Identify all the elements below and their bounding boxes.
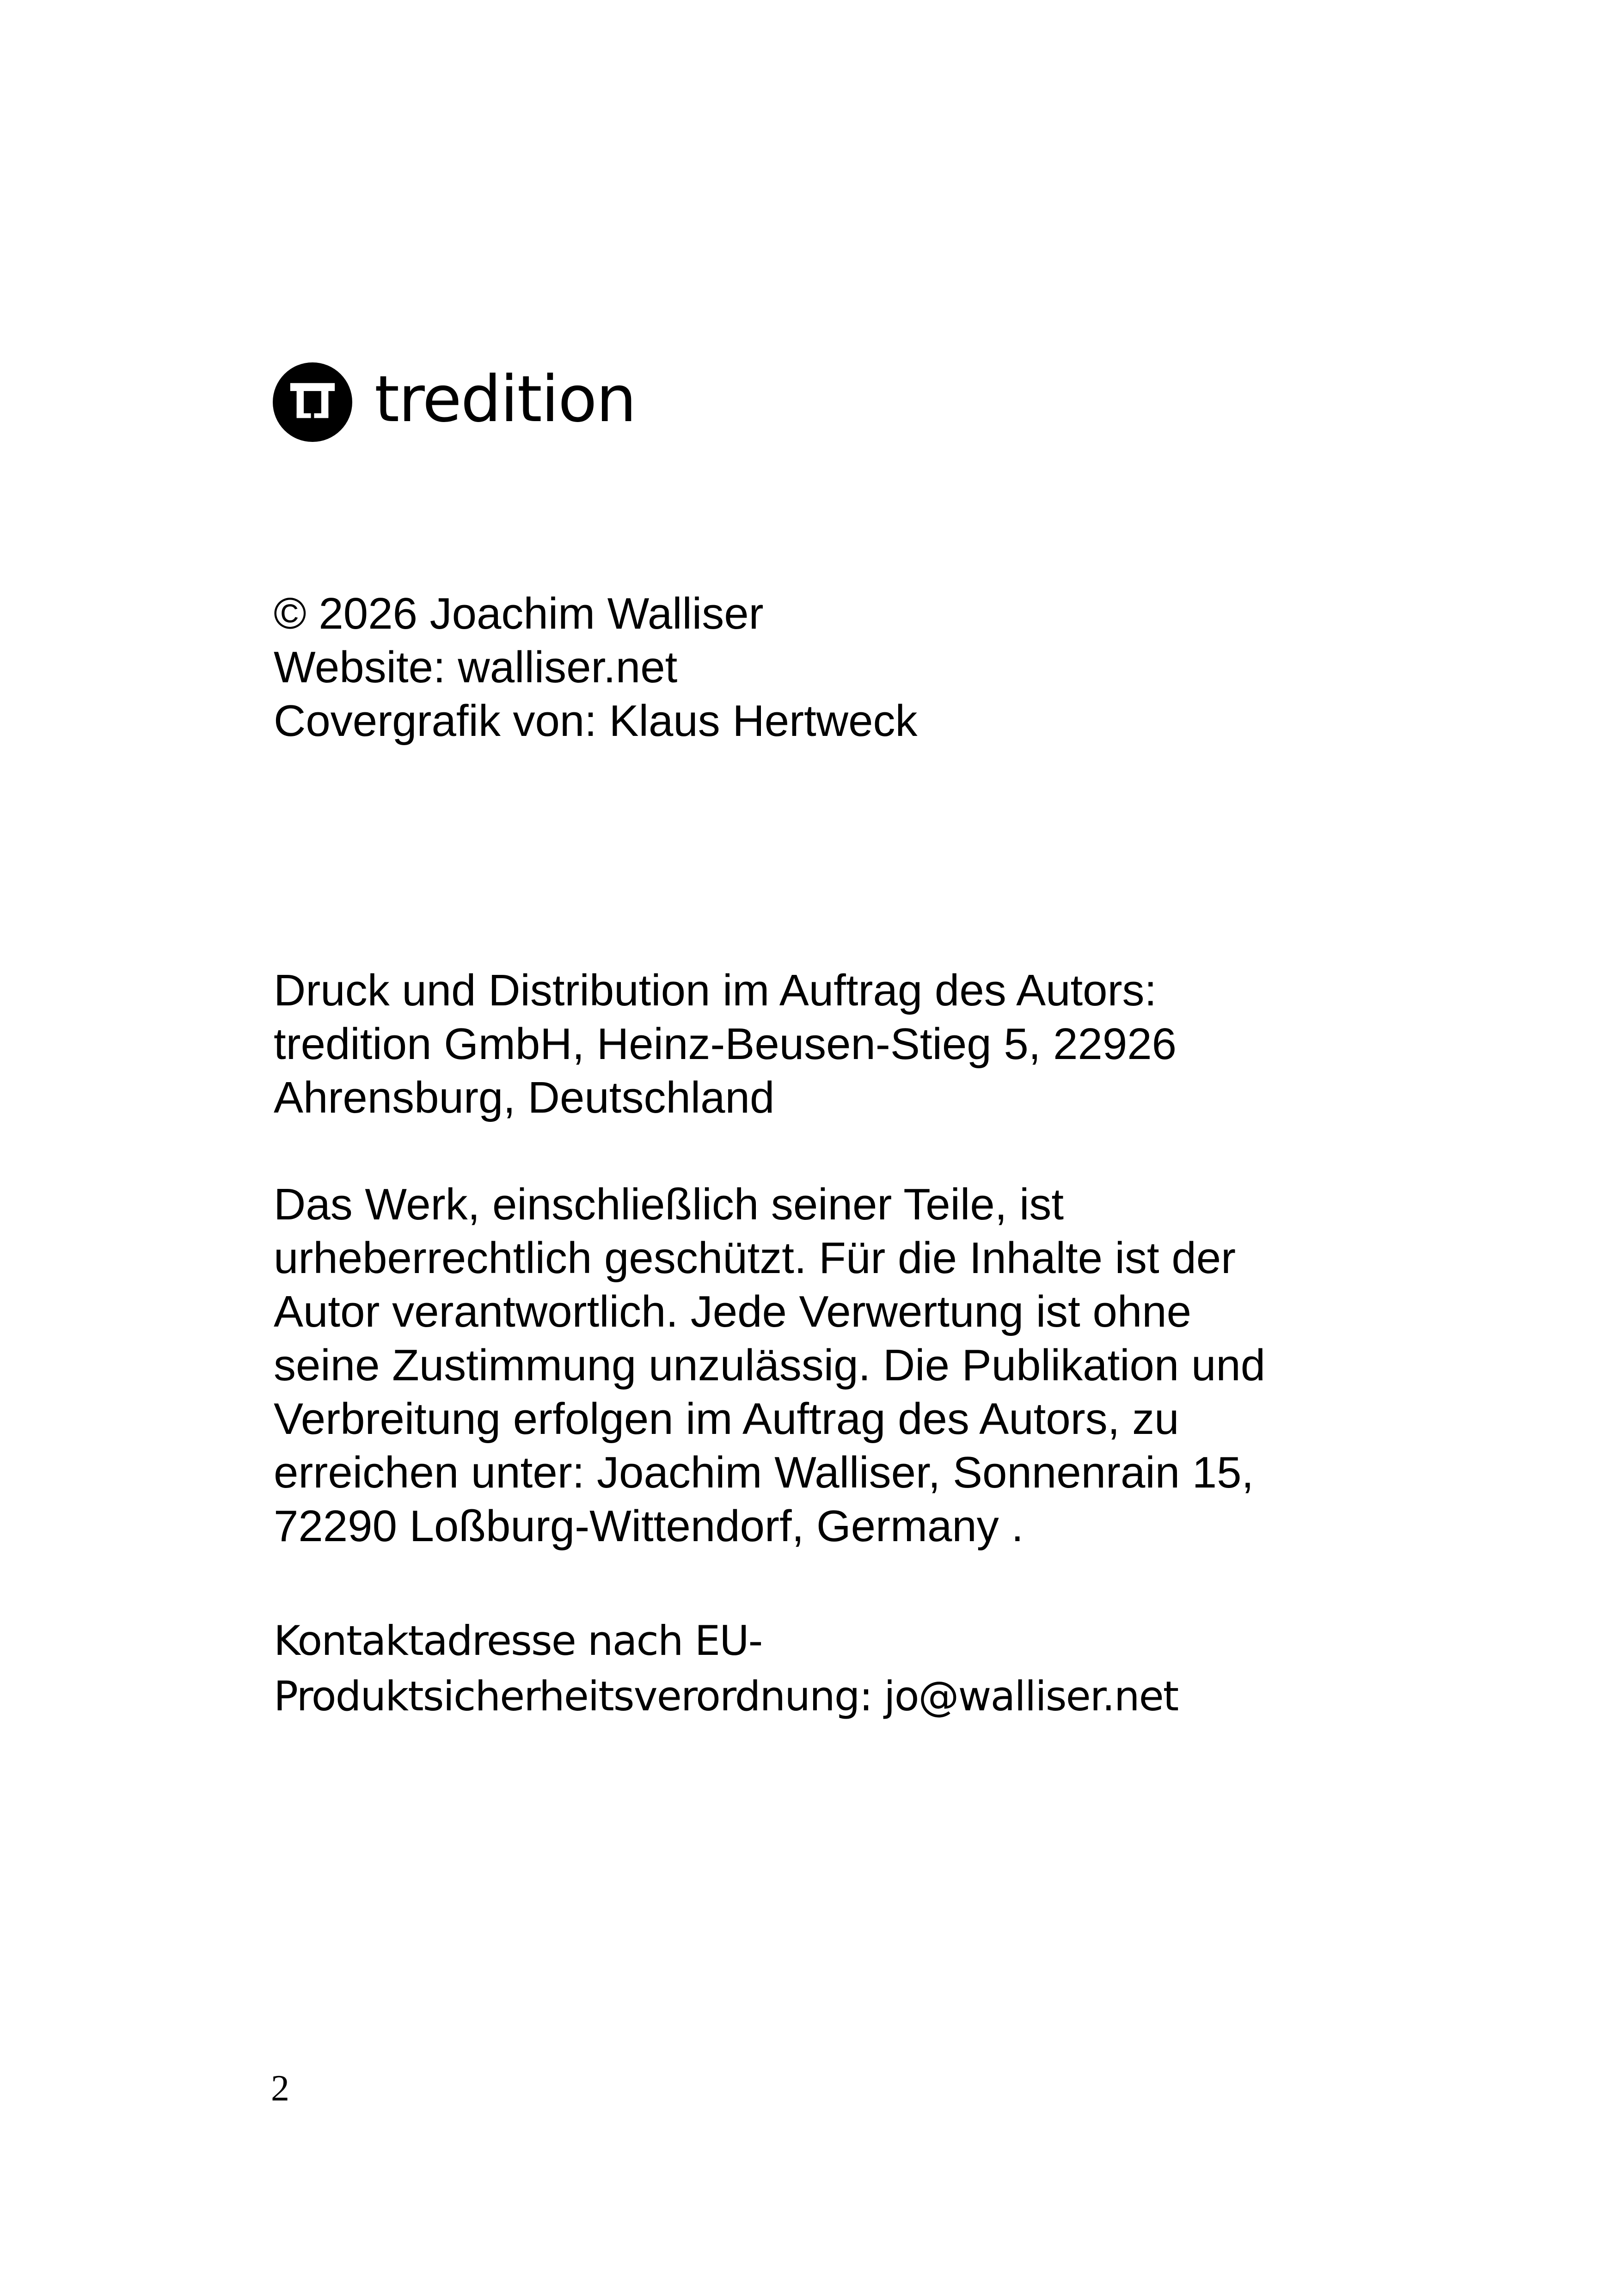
tredition-t-mark-icon: [273, 362, 352, 442]
print-distribution-block: [274, 964, 1383, 1125]
rights-line: Das Werk, einschließlich seiner Teile, ist: [274, 1180, 1064, 1229]
cover-credit-line: Covergrafik von: Klaus Hertweck: [274, 696, 918, 746]
print-line: tredition GmbH, Heinz-Beusen-Stieg 5, 22926: [274, 1019, 1177, 1069]
rights-notice-block: [274, 1178, 1383, 1553]
rights-line: Verbreitung erfolgen im Auftrag des Autors, zu: [274, 1394, 1179, 1444]
website-line: Website: walliser.net: [274, 643, 678, 692]
rights-line: erreichen unter: Joachim Walliser, Sonnenrain 15,: [274, 1448, 1254, 1497]
page-number: 2: [271, 2068, 289, 2109]
rights-line: seine Zustimmung unzulässig. Die Publikation und: [274, 1341, 1266, 1390]
copyright-block: [274, 587, 1383, 748]
rights-line: urheberrechtlich geschützt. Für die Inhalte ist der: [274, 1233, 1236, 1283]
contact-block: [274, 1613, 1383, 1724]
publisher-wordmark: tredition: [374, 362, 636, 436]
contact-line: Produktsicherheitsverordnung: jo@walliser.net: [274, 1672, 1178, 1720]
rights-line: 72290 Loßburg-Wittendorf, Germany .: [274, 1501, 1024, 1551]
rights-line: Autor verantwortlich. Jede Verwertung ist ohne: [274, 1287, 1192, 1336]
contact-line: Kontaktadresse nach EU-: [274, 1617, 762, 1665]
copyright-line: © 2026 Joachim Walliser: [274, 589, 764, 638]
print-line: Druck und Distribution im Auftrag des Autors:: [274, 966, 1157, 1015]
publisher-logo: [273, 361, 636, 444]
print-line: Ahrensburg, Deutschland: [274, 1073, 775, 1122]
